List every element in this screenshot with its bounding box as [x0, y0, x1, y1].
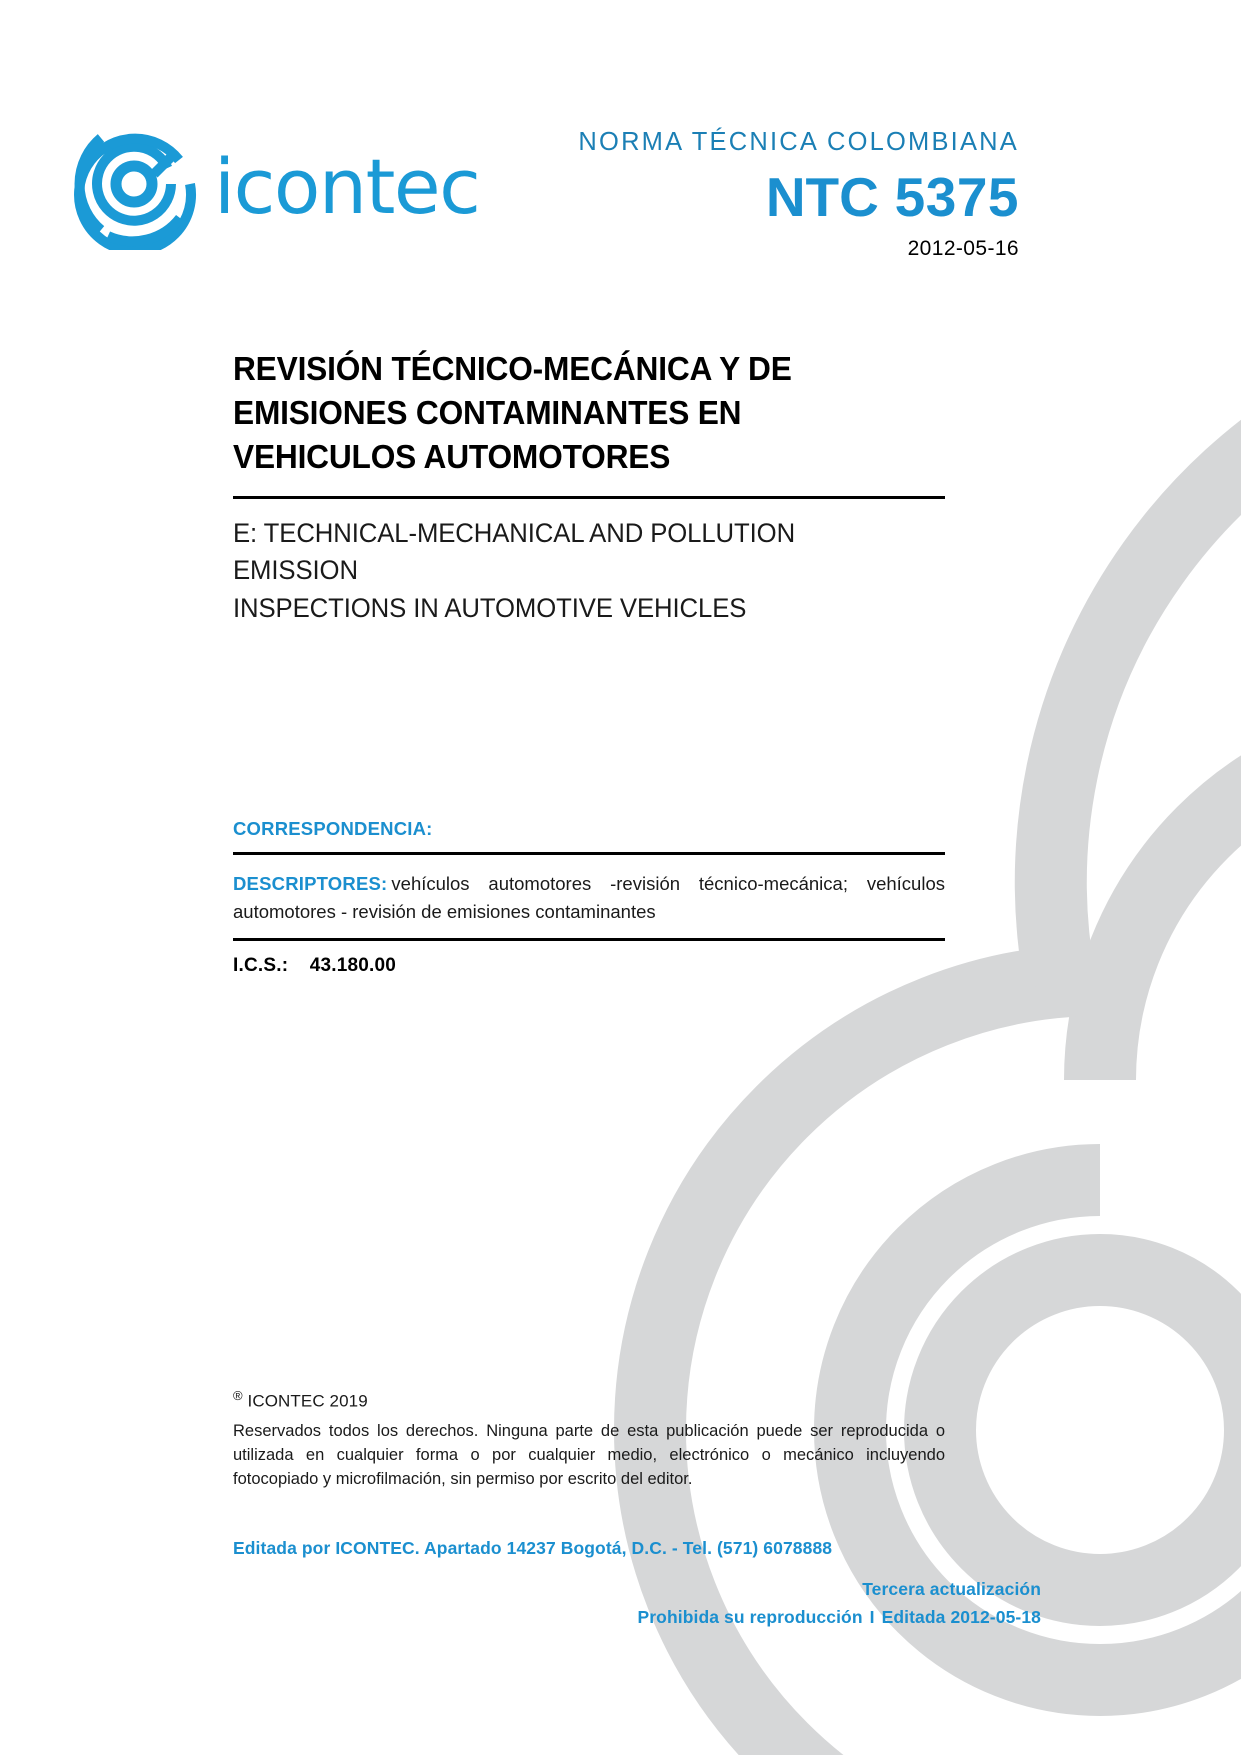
document-footer	[233, 1388, 1041, 1632]
metadata-block	[233, 818, 945, 977]
title-spanish-line-1: REVISIÓN TÉCNICO-MECÁNICA Y DE	[233, 350, 792, 387]
icontec-ring-logo-icon	[68, 118, 200, 250]
document-header	[0, 0, 1241, 300]
title-english	[233, 515, 924, 628]
update-separator: I	[869, 1607, 875, 1628]
descriptores-value: vehículos automotores -revisión técnico-mecánica; vehículos automotores - revisión de emisiones contaminantes	[233, 873, 945, 923]
title-english-line-2: INSPECTIONS IN AUTOMOTIVE VEHICLES	[233, 592, 747, 623]
descriptores-divider	[233, 938, 945, 941]
standard-prefix: NTC	[765, 166, 879, 228]
title-block	[233, 347, 945, 628]
icontec-wordmark: icontec	[214, 142, 480, 231]
descriptores-row	[233, 870, 945, 926]
title-spanish-line-3: VEHICULOS AUTOMOTORES	[233, 437, 671, 475]
correspondencia-label: CORRESPONDENCIA:	[233, 818, 433, 839]
standard-identification	[399, 128, 1019, 261]
descriptores-label: DESCRIPTORES:	[233, 873, 388, 894]
copyright-line	[233, 1388, 1041, 1412]
title-english-line-1: E: TECHNICAL-MECHANICAL AND POLLUTION EMISSION	[233, 517, 796, 586]
rights-reserved-text: Reservados todos los derechos. Ninguna parte de esta publicación puede ser reproducida o utilizada en cualquier forma o por cualquier medio, electrónico o mecánico incluyendo fotocopiado y microfilmación, sin permiso por escrito del editor.	[233, 1421, 945, 1489]
correspondencia-divider	[233, 852, 945, 855]
reproduction-row	[233, 1603, 1041, 1631]
page-title	[233, 347, 917, 479]
registered-mark-icon: ®	[233, 1388, 243, 1403]
update-label: Tercera actualización	[862, 1578, 1041, 1599]
title-spanish-line-2: EMISIONES CONTAMINANTES EN	[233, 393, 742, 431]
correspondencia-row	[233, 818, 945, 840]
norma-heading: NORMA TÉCNICA COLOMBIANA	[578, 128, 1019, 156]
copyright-text: ICONTEC 2019	[247, 1391, 368, 1411]
reproduction-note: Prohibida su reproducción	[637, 1607, 863, 1628]
ics-value: 43.180.00	[309, 955, 397, 977]
standard-number: 5375	[894, 166, 1019, 228]
editor-contact-line: Editada por ICONTEC. Apartado 14237 Bogotá, D.C. - Tel. (571) 6078888	[233, 1537, 833, 1558]
ics-label: I.C.S.:	[233, 955, 289, 977]
title-divider	[233, 496, 945, 499]
ics-row	[233, 955, 945, 977]
update-info-block	[233, 1575, 1041, 1632]
edition-date: Editada 2012-05-18	[881, 1607, 1041, 1628]
standard-code	[399, 166, 1019, 228]
publication-date: 2012-05-16	[907, 236, 1019, 260]
